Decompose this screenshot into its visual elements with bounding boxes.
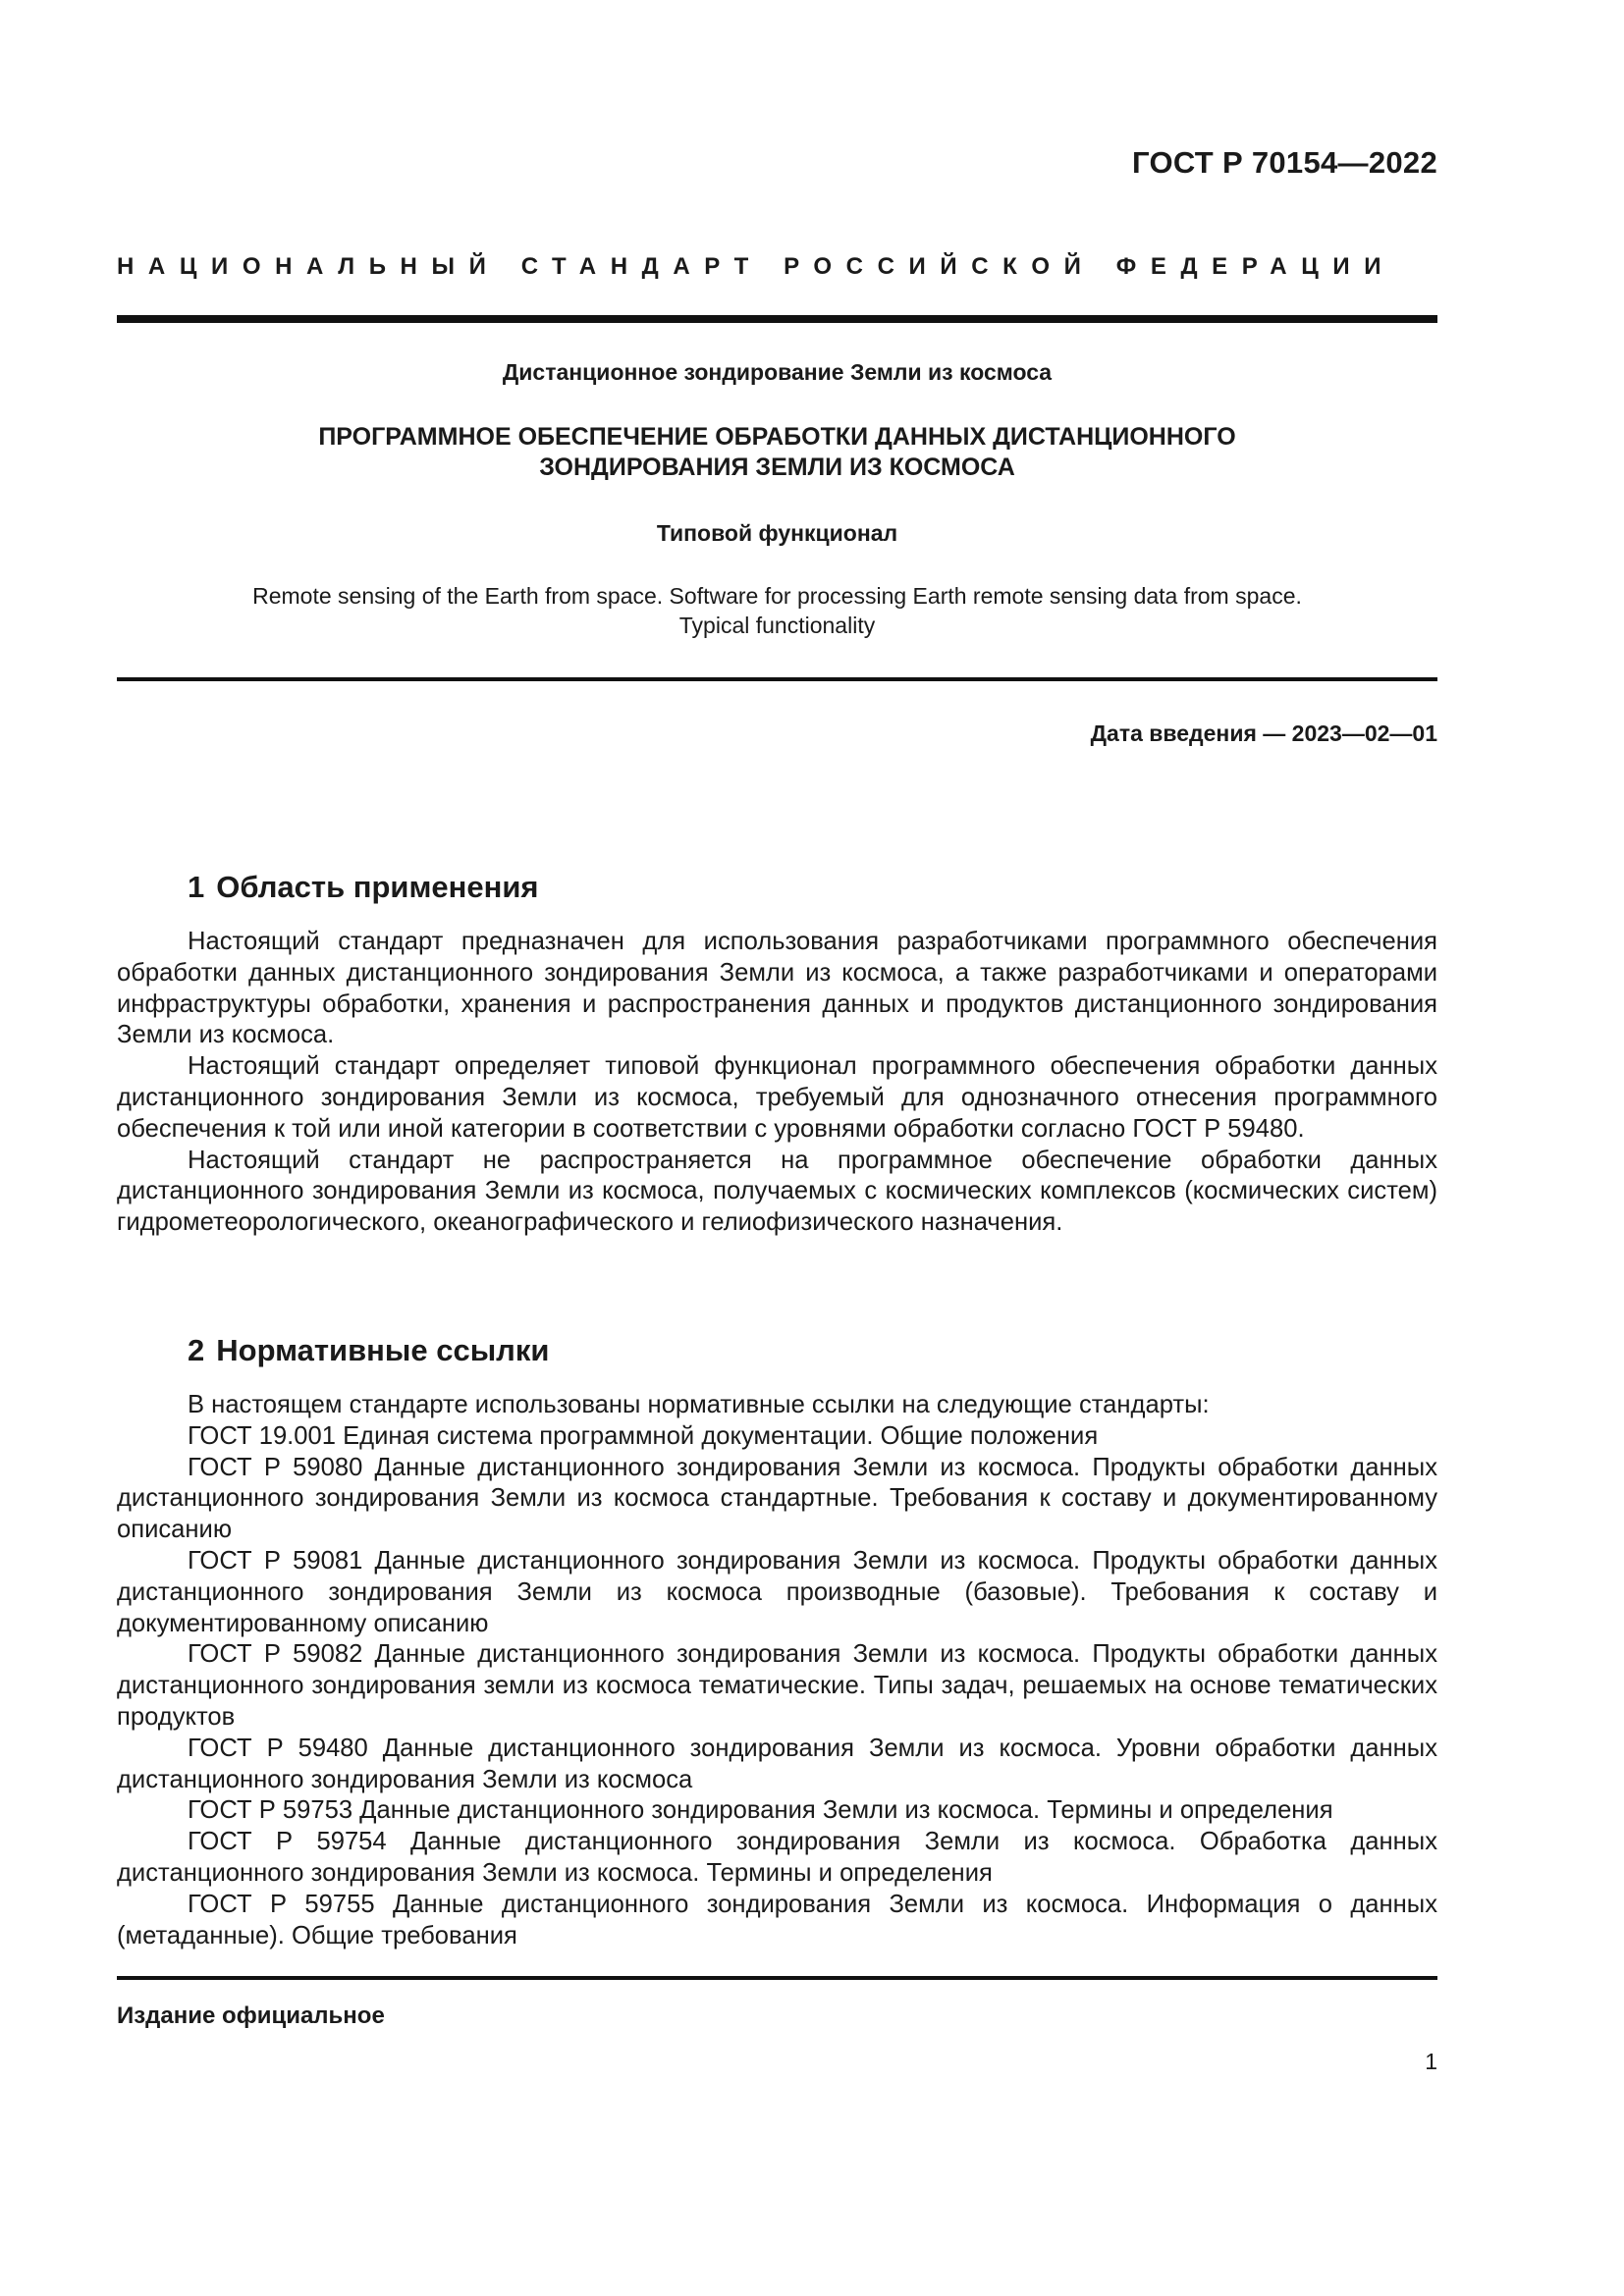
english-title [117,581,1437,640]
title-rule [117,677,1437,681]
reference-item: ГОСТ 19.001 Единая система программной документации. Общие положения [188,1421,1099,1450]
main-title-line2: ЗОНДИРОВАНИЯ ЗЕМЛИ ИЗ КОСМОСА [539,454,1015,481]
national-standard-title: НАЦИОНАЛЬНЫЙ СТАНДАРТ РОССИЙСКОЙ ФЕДЕРАЦИИ [117,253,1396,280]
page-number: 1 [1425,2049,1437,2074]
reference-item: ГОСТ Р 59082 Данные дистанционного зондирования Земли из космоса. Продукты обработки данных дистанционного зондирования земли из космоса тематические. Типы задач, решаемых на основе тематических продуктов [117,1640,1437,1731]
document-subtitle: Дистанционное зондирование Земли из космоса [502,359,1053,385]
document-page [117,0,1437,2296]
reference-item: ГОСТ Р 59081 Данные дистанционного зондирования Земли из космоса. Продукты обработки данных дистанционного зондирования Земли из космоса производные (базовые). Требования к составу и документированному описанию [117,1546,1437,1637]
official-edition-label: Издание официальное [117,2002,385,2029]
section-2-title: Нормативные ссылки [216,1333,550,1367]
footer-rule [117,1976,1437,1980]
section-1-heading [188,870,539,905]
section-2-number: 2 [188,1333,205,1367]
reference-item: ГОСТ Р 59480 Данные дистанционного зондирования Земли из космоса. Уровни обработки данных дистанционного зондирования Земли из космоса [117,1734,1437,1793]
section-1-paragraph: Настоящий стандарт не распространяется на программное обеспечение обработки данных дистанционного зондирования Земли из космоса, получаемых с космических комплексов (космических систем) гидрометеорологического, океанографического и гелиофизического назначения. [117,1146,1437,1237]
english-title-line2: Typical functionality [678,613,876,638]
section-1-paragraph: Настоящий стандарт предназначен для использования разработчиками программного обеспечения обработки данных дистанционного зондирования Земли из космоса, а также разработчиками и операторами инфраструктуры обработки, хранения и распространения данных и продуктов дистанционного зондирования Земли из космоса. [117,928,1437,1049]
section-2-body [117,1390,1437,1951]
section-1-title: Область применения [216,870,539,904]
section-2-heading [188,1333,549,1368]
reference-item: ГОСТ Р 59755 Данные дистанционного зондирования Земли из космоса. Информация о данных (метаданные). Общие требования [117,1890,1437,1949]
typical-functionality-title: Типовой функционал [656,520,898,546]
section-1-paragraph: Настоящий стандарт определяет типовой функционал программного обеспечения обработки данных дистанционного зондирования Земли из космоса, требуемый для однозначного отнесения программного обеспечения к той или иной категории в соответствии с уровнями обработки согласно ГОСТ Р 59480. [117,1052,1437,1143]
section-1-body [117,927,1437,1239]
introduction-date: Дата введения — 2023—02—01 [1090,721,1437,746]
english-title-line1: Remote sensing of the Earth from space. Software for processing Earth remote sensing data from space. [252,583,1302,609]
main-title-line1: ПРОГРАММНОЕ ОБЕСПЕЧЕНИЕ ОБРАБОТКИ ДАННЫХ ДИСТАНЦИОННОГО [318,423,1236,451]
header-rule [117,315,1437,323]
section-1-number: 1 [188,870,205,904]
doc-number: ГОСТ Р 70154—2022 [1132,145,1437,180]
reference-item: ГОСТ Р 59754 Данные дистанционного зондирования Земли из космоса. Обработка данных дистанционного зондирования Земли из космоса. Термины и определения [117,1828,1437,1887]
reference-item: ГОСТ Р 59080 Данные дистанционного зондирования Земли из космоса. Продукты обработки данных дистанционного зондирования Земли из космоса стандартные. Требования к составу и документированному описанию [117,1453,1437,1544]
main-title [117,422,1437,483]
reference-item: ГОСТ Р 59753 Данные дистанционного зондирования Земли из космоса. Термины и определения [188,1796,1333,1825]
reference-item: В настоящем стандарте использованы нормативные ссылки на следующие стандарты: [188,1391,1210,1418]
